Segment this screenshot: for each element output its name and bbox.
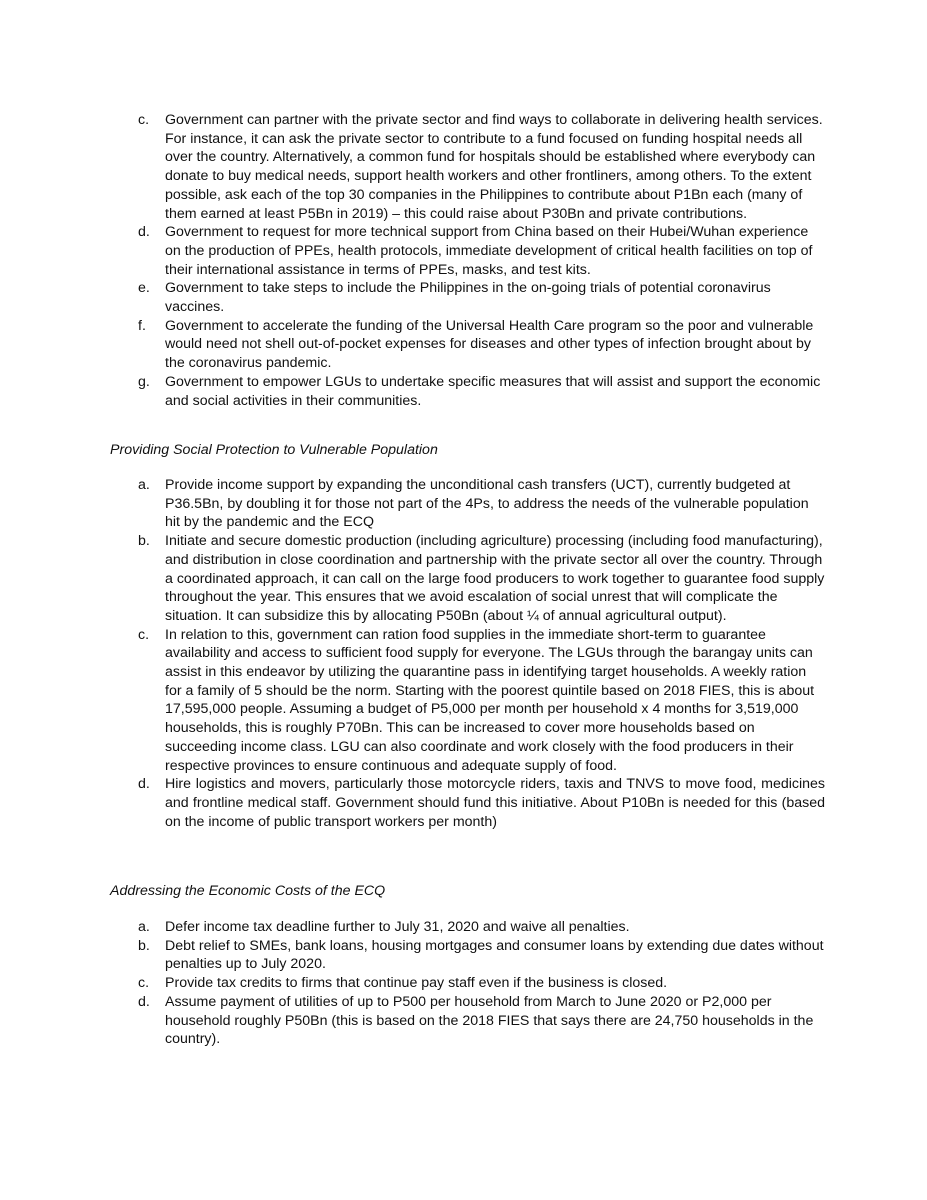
list-item-text: Initiate and secure domestic production (including agriculture) processing (including food manufacturing), and distribution in close coordination and partnership with the private sector all over the country. Through a coordinated approach, it can call on the large food producers to work together to guarantee food supply throughout the year. This ensures that we avoid escalation of social unrest that will complicate the situation. It can subsidize this by allocating P50Bn (about ¼ of annual agricultural output). [165,533,825,624]
list-item-text: Government to empower LGUs to undertake specific measures that will assist and support the economic and social activities in their communities. [165,373,821,409]
list-marker: a. [138,477,150,493]
list-item [110,476,825,532]
economic-costs-list [110,918,825,1049]
list-item-text: Assume payment of utilities of up to P500 per household from March to June 2020 or P2,000 per household roughly P50Bn (this is based on the 2018 FIES that says there are 24,750 households in the country). [165,993,814,1048]
list-marker: g. [138,373,150,390]
list-marker: a. [138,919,150,935]
list-marker: c. [138,975,150,992]
list-marker: d. [138,993,150,1010]
list-item-text: Government to request for more technical support from China based on their Hubei/Wuhan experience on the production of PPEs, health protocols, immediate development of critical health facilities on top of their international assistance in terms of PPEs, masks, and test kits. [165,224,813,278]
list-item [110,373,825,410]
list-item [110,937,825,974]
list-item-text: Government to take steps to include the Philippines in the on-going trials of potential coronavirus vaccines. [165,280,771,316]
list-marker: d. [138,776,150,793]
list-item-text: Defer income tax deadline further to July 31, 2020 and waive all penalties. [165,919,630,935]
list-item [110,626,825,776]
list-item [110,223,825,279]
list-item [110,279,825,316]
list-item-text: Government to accelerate the funding of the Universal Health Care program so the poor and vulnerable would need not shell out-of-pocket expenses for diseases and other types of infection brought about by the coronavirus pandemic. [165,317,814,372]
section-heading-economic-costs: Addressing the Economic Costs of the ECQ [110,883,386,899]
list-marker: d. [138,224,150,241]
list-item-text: Government can partner with the private sector and find ways to collaborate in delivering health services. For instance, it can ask the private sector to contribute to a fund focused on funding hospital needs all over the country. Alternatively, a common fund for hospitals should be established where everybody can donate to buy medical needs, support health workers and other frontliners, among others. To the extent possible, ask each of the top 30 companies in the Philippines to contribute about P1Bn each (many of them earned at least P5Bn in 2019) – this could raise about P30Bn and private contributions. [165,112,823,222]
list-item [110,993,825,1049]
health-measures-list [110,111,825,410]
list-item-text: Debt relief to SMEs, bank loans, housing mortgages and consumer loans by extending due dates without penalties up to July 2020. [165,937,824,973]
list-item [110,111,825,223]
list-item [110,918,825,937]
list-marker: c. [138,626,150,643]
list-item-text: Hire logistics and movers, particularly those motorcycle riders, taxis and TNVS to move food, medicines and frontline medical staff. Government should fund this initiative. About P10Bn is needed for this (based on the income of public transport workers per month) [165,776,825,830]
section-heading-social-protection: Providing Social Protection to Vulnerable Population [110,442,438,458]
list-item [110,532,825,626]
list-item [110,974,825,993]
list-marker: f. [138,317,146,334]
list-marker: c. [138,112,150,128]
social-protection-list [110,476,825,831]
list-marker: b. [138,533,150,550]
list-item-text: In relation to this, government can ration food supplies in the immediate short-term to guarantee availability and access to sufficient food supply for everyone. The LGUs through the barangay units can assist in this endeavor by utilizing the quarantine pass in identifying target households. A weekly ration for a family of 5 should be the norm. Starting with the poorest quintile based on 2018 FIES, this is about 17,595,000 people. Assuming a budget of P5,000 per month per household x 4 months for 3,519,000 households, this is roughly P70Bn. This can be increased to cover more households based on succeeding income class. LGU can also coordinate and work closely with the food producers in their respective provinces to ensure continuous and adequate supply of food. [165,626,815,774]
list-item-text: Provide tax credits to firms that continue pay staff even if the business is closed. [165,975,668,992]
list-item [110,317,825,373]
list-item [110,775,825,831]
list-item-text: Provide income support by expanding the unconditional cash transfers (UCT), currently budgeted at P36.5Bn, by doubling it for those not part of the 4Ps, to address the needs of the vulnerable population hit by the pandemic and the ECQ [165,477,809,531]
list-marker: e. [138,280,150,297]
list-marker: b. [138,937,150,954]
